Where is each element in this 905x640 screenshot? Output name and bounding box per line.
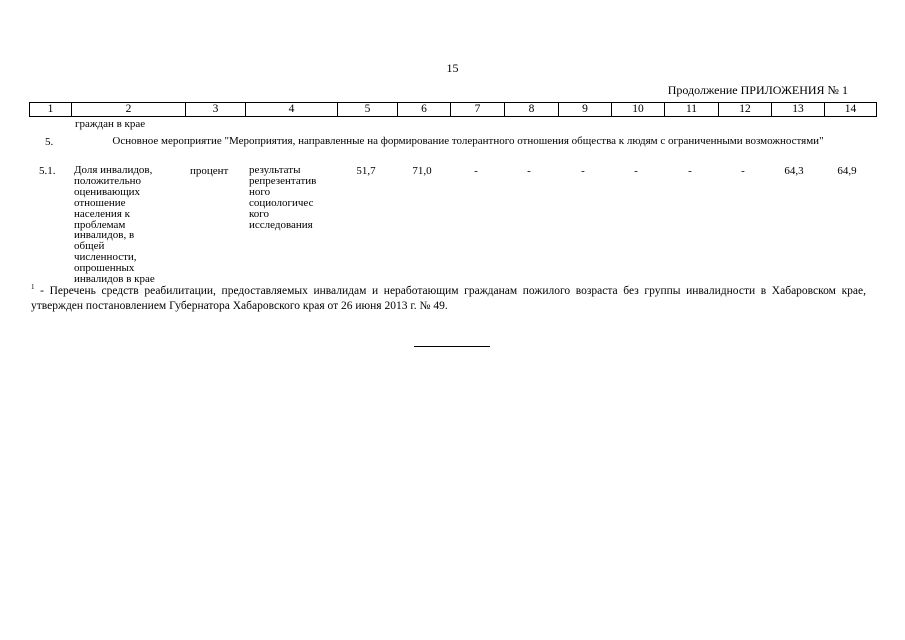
document-end-line <box>414 346 490 347</box>
value-col-12: - <box>741 165 745 177</box>
source-line: результаты <box>249 164 301 176</box>
header-cell: 13 <box>772 103 825 117</box>
value-col-8: - <box>527 165 531 177</box>
value-col-7: - <box>474 165 478 177</box>
continuation-text: граждан в крае <box>75 118 146 130</box>
header-cell: 14 <box>825 103 877 117</box>
footnote <box>31 284 866 313</box>
source-line: исследования <box>249 218 313 231</box>
value-col-14: 64,9 <box>837 165 857 177</box>
header-cell: 8 <box>505 103 559 117</box>
unit-of-measure: процент <box>190 165 229 177</box>
indicator-line: общей <box>74 240 105 253</box>
footnote-marker: 1 <box>31 283 35 292</box>
indicator-line: инвалидов, в <box>74 229 135 242</box>
value-col-11: - <box>688 165 692 177</box>
indicator-name <box>74 165 174 285</box>
section-number: 5. <box>45 136 54 148</box>
value-col-5: 51,7 <box>356 165 376 177</box>
indicator-line: населения к <box>74 207 130 220</box>
indicator-line: отношение <box>74 196 126 209</box>
source-line: ного <box>249 185 271 198</box>
indicator-line: положительно <box>74 174 142 187</box>
value-col-10: - <box>634 165 638 177</box>
header-cell: 11 <box>665 103 719 117</box>
header-cell: 4 <box>246 103 338 117</box>
source-line: кого <box>249 207 270 220</box>
header-cell: 10 <box>612 103 665 117</box>
header-cell: 5 <box>338 103 398 117</box>
header-cell: 12 <box>719 103 772 117</box>
value-col-13: 64,3 <box>784 165 804 177</box>
indicator-line: численности, <box>74 251 137 264</box>
header-row <box>30 103 877 117</box>
header-cell: 9 <box>559 103 612 117</box>
source-line: репрезентатив <box>249 174 317 187</box>
data-source <box>249 165 331 230</box>
header-cell: 3 <box>186 103 246 117</box>
indicator-line: Доля инвалидов, <box>74 164 153 176</box>
section-title: Основное мероприятие "Мероприятия, направленные на формирование толерантного отношения общества к людям с ограниченными возможностями" <box>112 135 824 147</box>
indicator-line: опрошенных <box>74 262 135 275</box>
row-number: 5.1. <box>39 165 56 177</box>
footnote-text: - Перечень средств реабилитации, предоставляемых инвалидам и неработающим гражданам пожилого возраста без группы инвалидности в Хабаровском крае, утвержден постановлением Губернатора Хабаровского края от 26 июня 2013 г. № 49. <box>31 285 866 312</box>
appendix-continuation-note: Продолжение ПРИЛОЖЕНИЯ № 1 <box>667 83 848 97</box>
page-number: 15 <box>446 61 459 75</box>
header-cell: 7 <box>451 103 505 117</box>
indicator-line: инвалидов в крае <box>74 273 155 286</box>
header-cell: 2 <box>72 103 186 117</box>
indicator-line: оценивающих <box>74 185 141 198</box>
indicator-line: проблемам <box>74 218 126 231</box>
header-cell: 6 <box>398 103 451 117</box>
header-cell: 1 <box>30 103 72 117</box>
column-number-header <box>29 102 877 117</box>
value-col-6: 71,0 <box>412 165 432 177</box>
value-col-9: - <box>581 165 585 177</box>
source-line: социологичес <box>249 196 314 209</box>
